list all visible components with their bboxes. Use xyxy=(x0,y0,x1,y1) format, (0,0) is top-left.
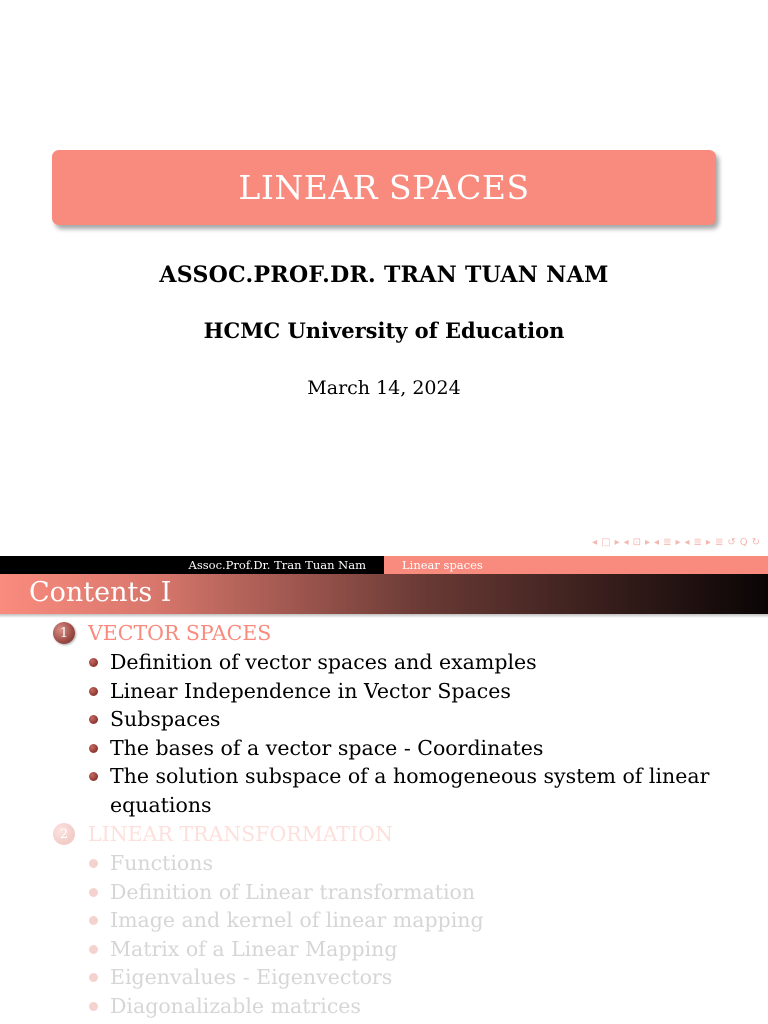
toc-section-vector-spaces[interactable] xyxy=(0,618,768,648)
subsection-label[interactable]: Linear Independence in Vector Spaces xyxy=(110,678,511,703)
nav-next-icon[interactable]: ▸ xyxy=(614,537,620,548)
section-label[interactable]: LINEAR TRANSFORMATION xyxy=(88,822,393,846)
toc-subsection[interactable] xyxy=(0,878,768,907)
nav-frame-icon[interactable]: □ xyxy=(601,537,611,548)
toc-subsection[interactable] xyxy=(0,849,768,878)
toc-subsection[interactable] xyxy=(0,677,768,706)
toc-section-faded-group xyxy=(0,819,768,1020)
bullet-icon xyxy=(89,916,98,925)
toc-subsection[interactable] xyxy=(0,734,768,763)
toc-subsection[interactable] xyxy=(0,648,768,677)
toc-section-linear-transformation[interactable] xyxy=(0,819,768,849)
presentation-date: March 14, 2024 xyxy=(307,377,461,399)
author-name: ASSOC.PROF.DR. TRAN TUAN NAM xyxy=(159,262,609,288)
toc-subsection[interactable] xyxy=(0,992,768,1021)
toc-subsection-continued[interactable] xyxy=(0,791,768,820)
subsection-label[interactable]: Definition of vector spaces and examples xyxy=(110,650,537,674)
title-box xyxy=(52,150,716,225)
toc-subsection[interactable] xyxy=(0,705,768,734)
nav-next-icon[interactable]: ▸ xyxy=(705,537,711,548)
bullet-icon xyxy=(89,1002,98,1011)
headline-bar xyxy=(0,556,768,574)
nav-next-icon[interactable]: ▸ xyxy=(645,537,651,548)
bullet-icon xyxy=(89,772,98,781)
institute-name: HCMC University of Education xyxy=(203,318,565,343)
nav-search-icon[interactable]: Q xyxy=(739,537,748,548)
bullet-icon xyxy=(89,715,98,724)
subsection-label[interactable]: Definition of Linear transformation xyxy=(110,879,476,904)
bullet-icon xyxy=(89,744,98,753)
toc-subsection[interactable] xyxy=(0,762,768,791)
subsection-label[interactable]: The bases of a vector space - Coordinates xyxy=(110,735,544,760)
subsection-label[interactable]: The solution subspace of a homogeneous system of linear xyxy=(110,764,710,788)
toc-subsection[interactable] xyxy=(0,963,768,992)
section-number-ball: 1 xyxy=(53,622,75,644)
bullet-icon xyxy=(89,888,98,897)
headline-author[interactable]: Assoc.Prof.Dr. Tran Tuan Nam xyxy=(0,556,384,574)
subsection-label[interactable]: Diagonalizable matrices xyxy=(110,993,361,1018)
presentation-title: LINEAR SPACES xyxy=(238,168,530,207)
frame-title-bar xyxy=(0,574,768,614)
bullet-icon xyxy=(89,945,98,954)
subsection-label[interactable]: Matrix of a Linear Mapping xyxy=(110,936,398,961)
nav-subsection-icon[interactable]: ⊡ xyxy=(632,537,642,548)
bullet-icon xyxy=(89,973,98,982)
nav-document-icon[interactable]: ≣ xyxy=(714,537,724,548)
nav-forward-icon[interactable]: ↻ xyxy=(751,537,760,548)
nav-prev-icon[interactable]: ◂ xyxy=(684,537,690,548)
nav-back-icon[interactable]: ↺ xyxy=(727,537,736,548)
toc-subsection[interactable] xyxy=(0,906,768,935)
subsection-label[interactable]: equations xyxy=(110,792,212,817)
contents-slide xyxy=(0,556,768,1024)
subsection-label[interactable]: Eigenvalues - Eigenvectors xyxy=(110,965,393,989)
nav-prev-icon[interactable]: ◂ xyxy=(623,537,629,548)
beamer-navigation xyxy=(592,537,760,548)
subsection-label[interactable]: Image and kernel of linear mapping xyxy=(110,908,484,932)
nav-prev-icon[interactable]: ◂ xyxy=(592,537,598,548)
table-of-contents xyxy=(0,618,768,1020)
nav-section-icon[interactable]: ≣ xyxy=(663,537,672,548)
bullet-icon xyxy=(89,658,98,667)
bullet-icon xyxy=(89,859,98,868)
toc-subsection[interactable] xyxy=(0,935,768,964)
subsection-label[interactable]: Functions xyxy=(110,851,213,875)
section-label[interactable]: VECTOR SPACES xyxy=(88,621,272,645)
bullet-icon xyxy=(89,687,98,696)
nav-section-icon[interactable]: ≣ xyxy=(693,537,702,548)
subsection-label[interactable]: Subspaces xyxy=(110,707,221,731)
section-number-ball: 2 xyxy=(53,823,75,845)
nav-next-icon[interactable]: ▸ xyxy=(675,537,681,548)
headline-title[interactable]: Linear spaces xyxy=(384,556,768,574)
frame-title: Contents I xyxy=(29,577,172,608)
nav-prev-icon[interactable]: ◂ xyxy=(654,537,660,548)
